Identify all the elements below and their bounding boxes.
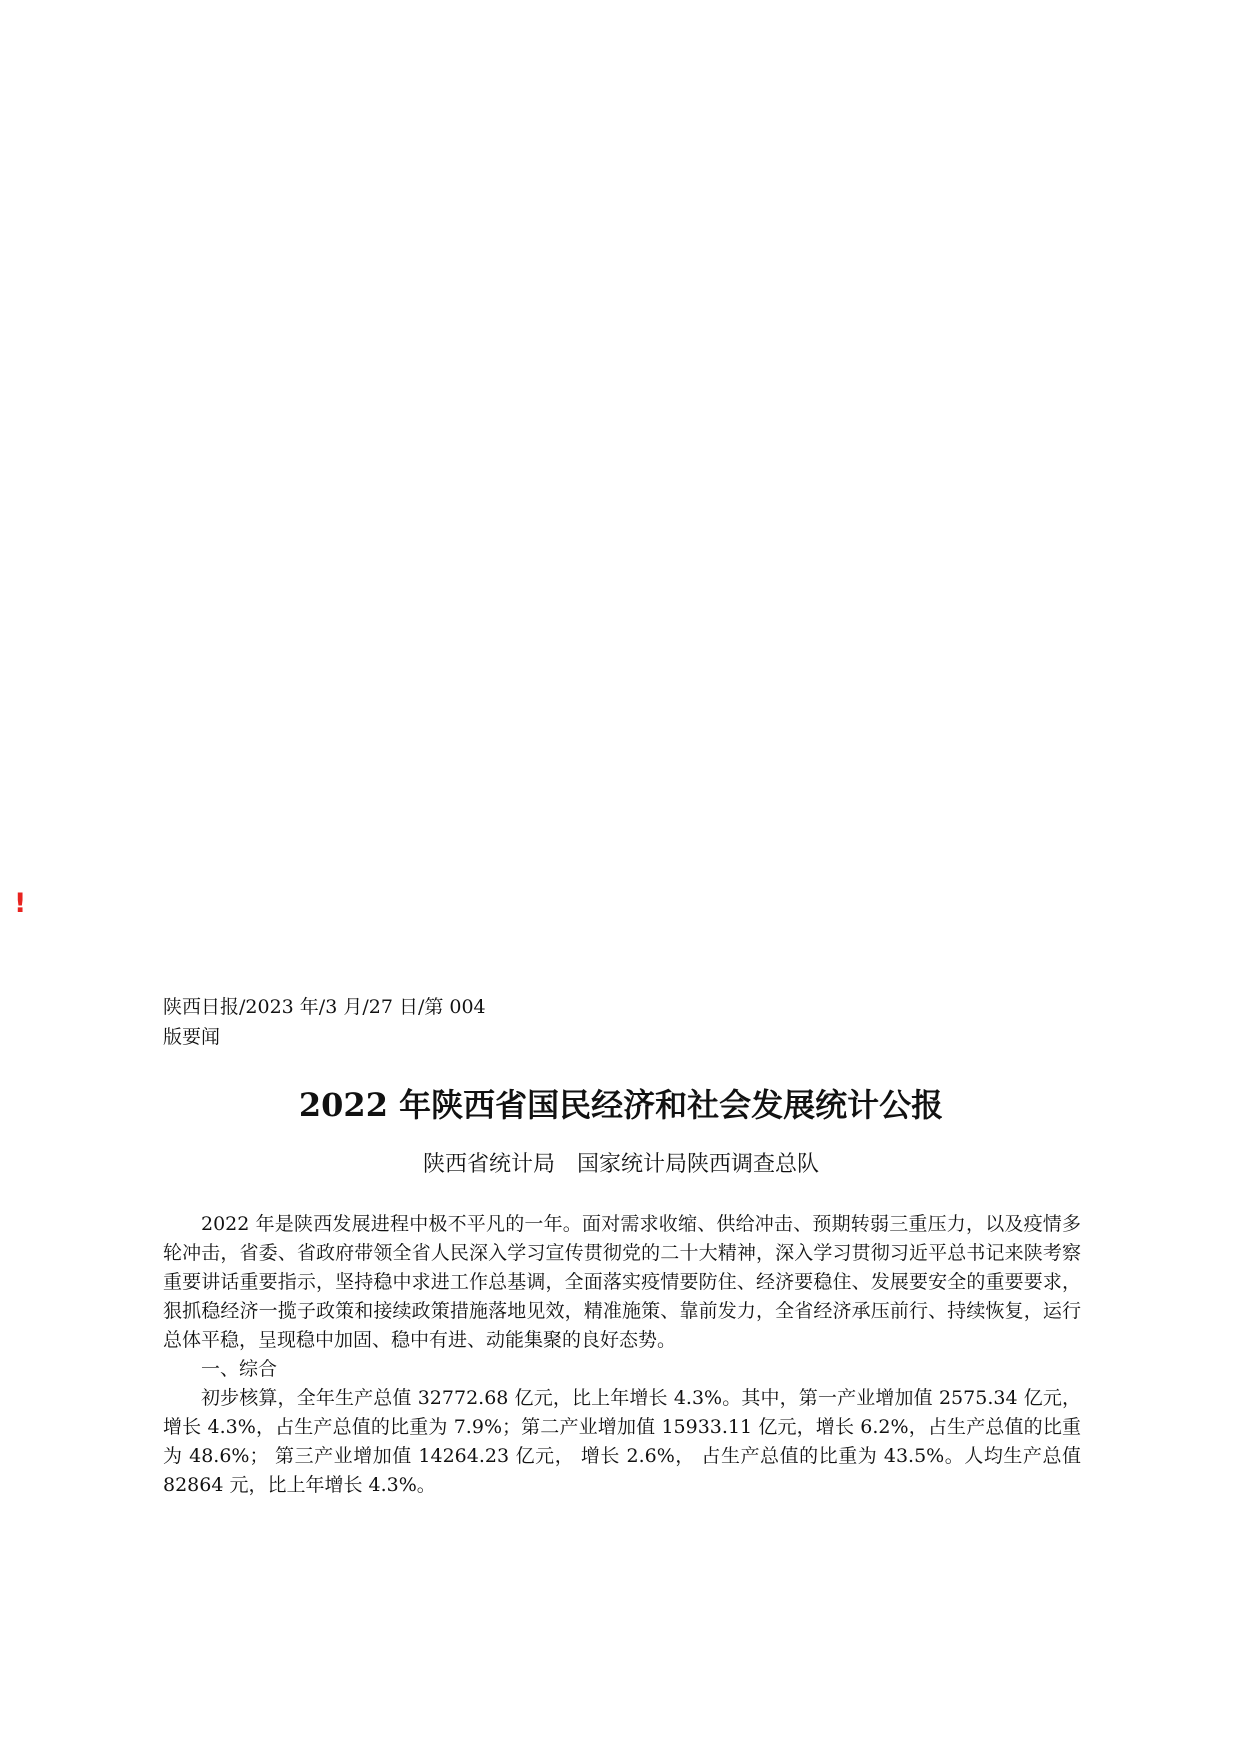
gdp-paragraph: 初步核算，全年生产总值 32772.68 亿元，比上年增长 4.3%。其中，第一产业增加值 2575.34 亿元，增长 4.3%，占生产总值的比重为 7.9%；第二产业增加值 15933.11 亿元，增长 6.2%，占生产总值的比重为 48.6%； 第三产业增加值 14264.23 亿元， 增长 2.6%， 占生产总值的比重为 43.5%。人均生产总值 82864 元，比上年增长 4.3%。: [163, 1387, 1081, 1496]
warning-exclamation-icon: !: [14, 888, 27, 919]
document-body: [163, 1210, 1081, 1500]
document-author: 陕西省统计局 国家统计局陕西调查总队: [422, 1152, 819, 1177]
document-title: 2022 年陕西省国民经济和社会发展统计公报: [298, 1086, 944, 1124]
intro-paragraph: 2022 年是陕西发展进程中极不平凡的一年。面对需求收缩、供给冲击、预期转弱三重压力，以及疫情多轮冲击，省委、省政府带领全省人民深入学习宣传贯彻党的二十大精神，深入学习贯彻习近平总书记来陕考察重要讲话重要指示，坚持稳中求进工作总基调，全面落实疫情要防住、经济要稳住、发展要安全的重要要求，狠抓稳经济一揽子政策和接续政策措施落地见效，精准施策、靠前发力，全省经济承压前行、持续恢复，运行总体平稳，呈现稳中加固、稳中有进、动能集聚的良好态势。: [163, 1213, 1081, 1351]
newspaper-source-line: 陕西日报/2023 年/3 月/27 日/第 004 版要闻: [163, 996, 486, 1048]
section-heading: 一、综合: [201, 1358, 278, 1380]
